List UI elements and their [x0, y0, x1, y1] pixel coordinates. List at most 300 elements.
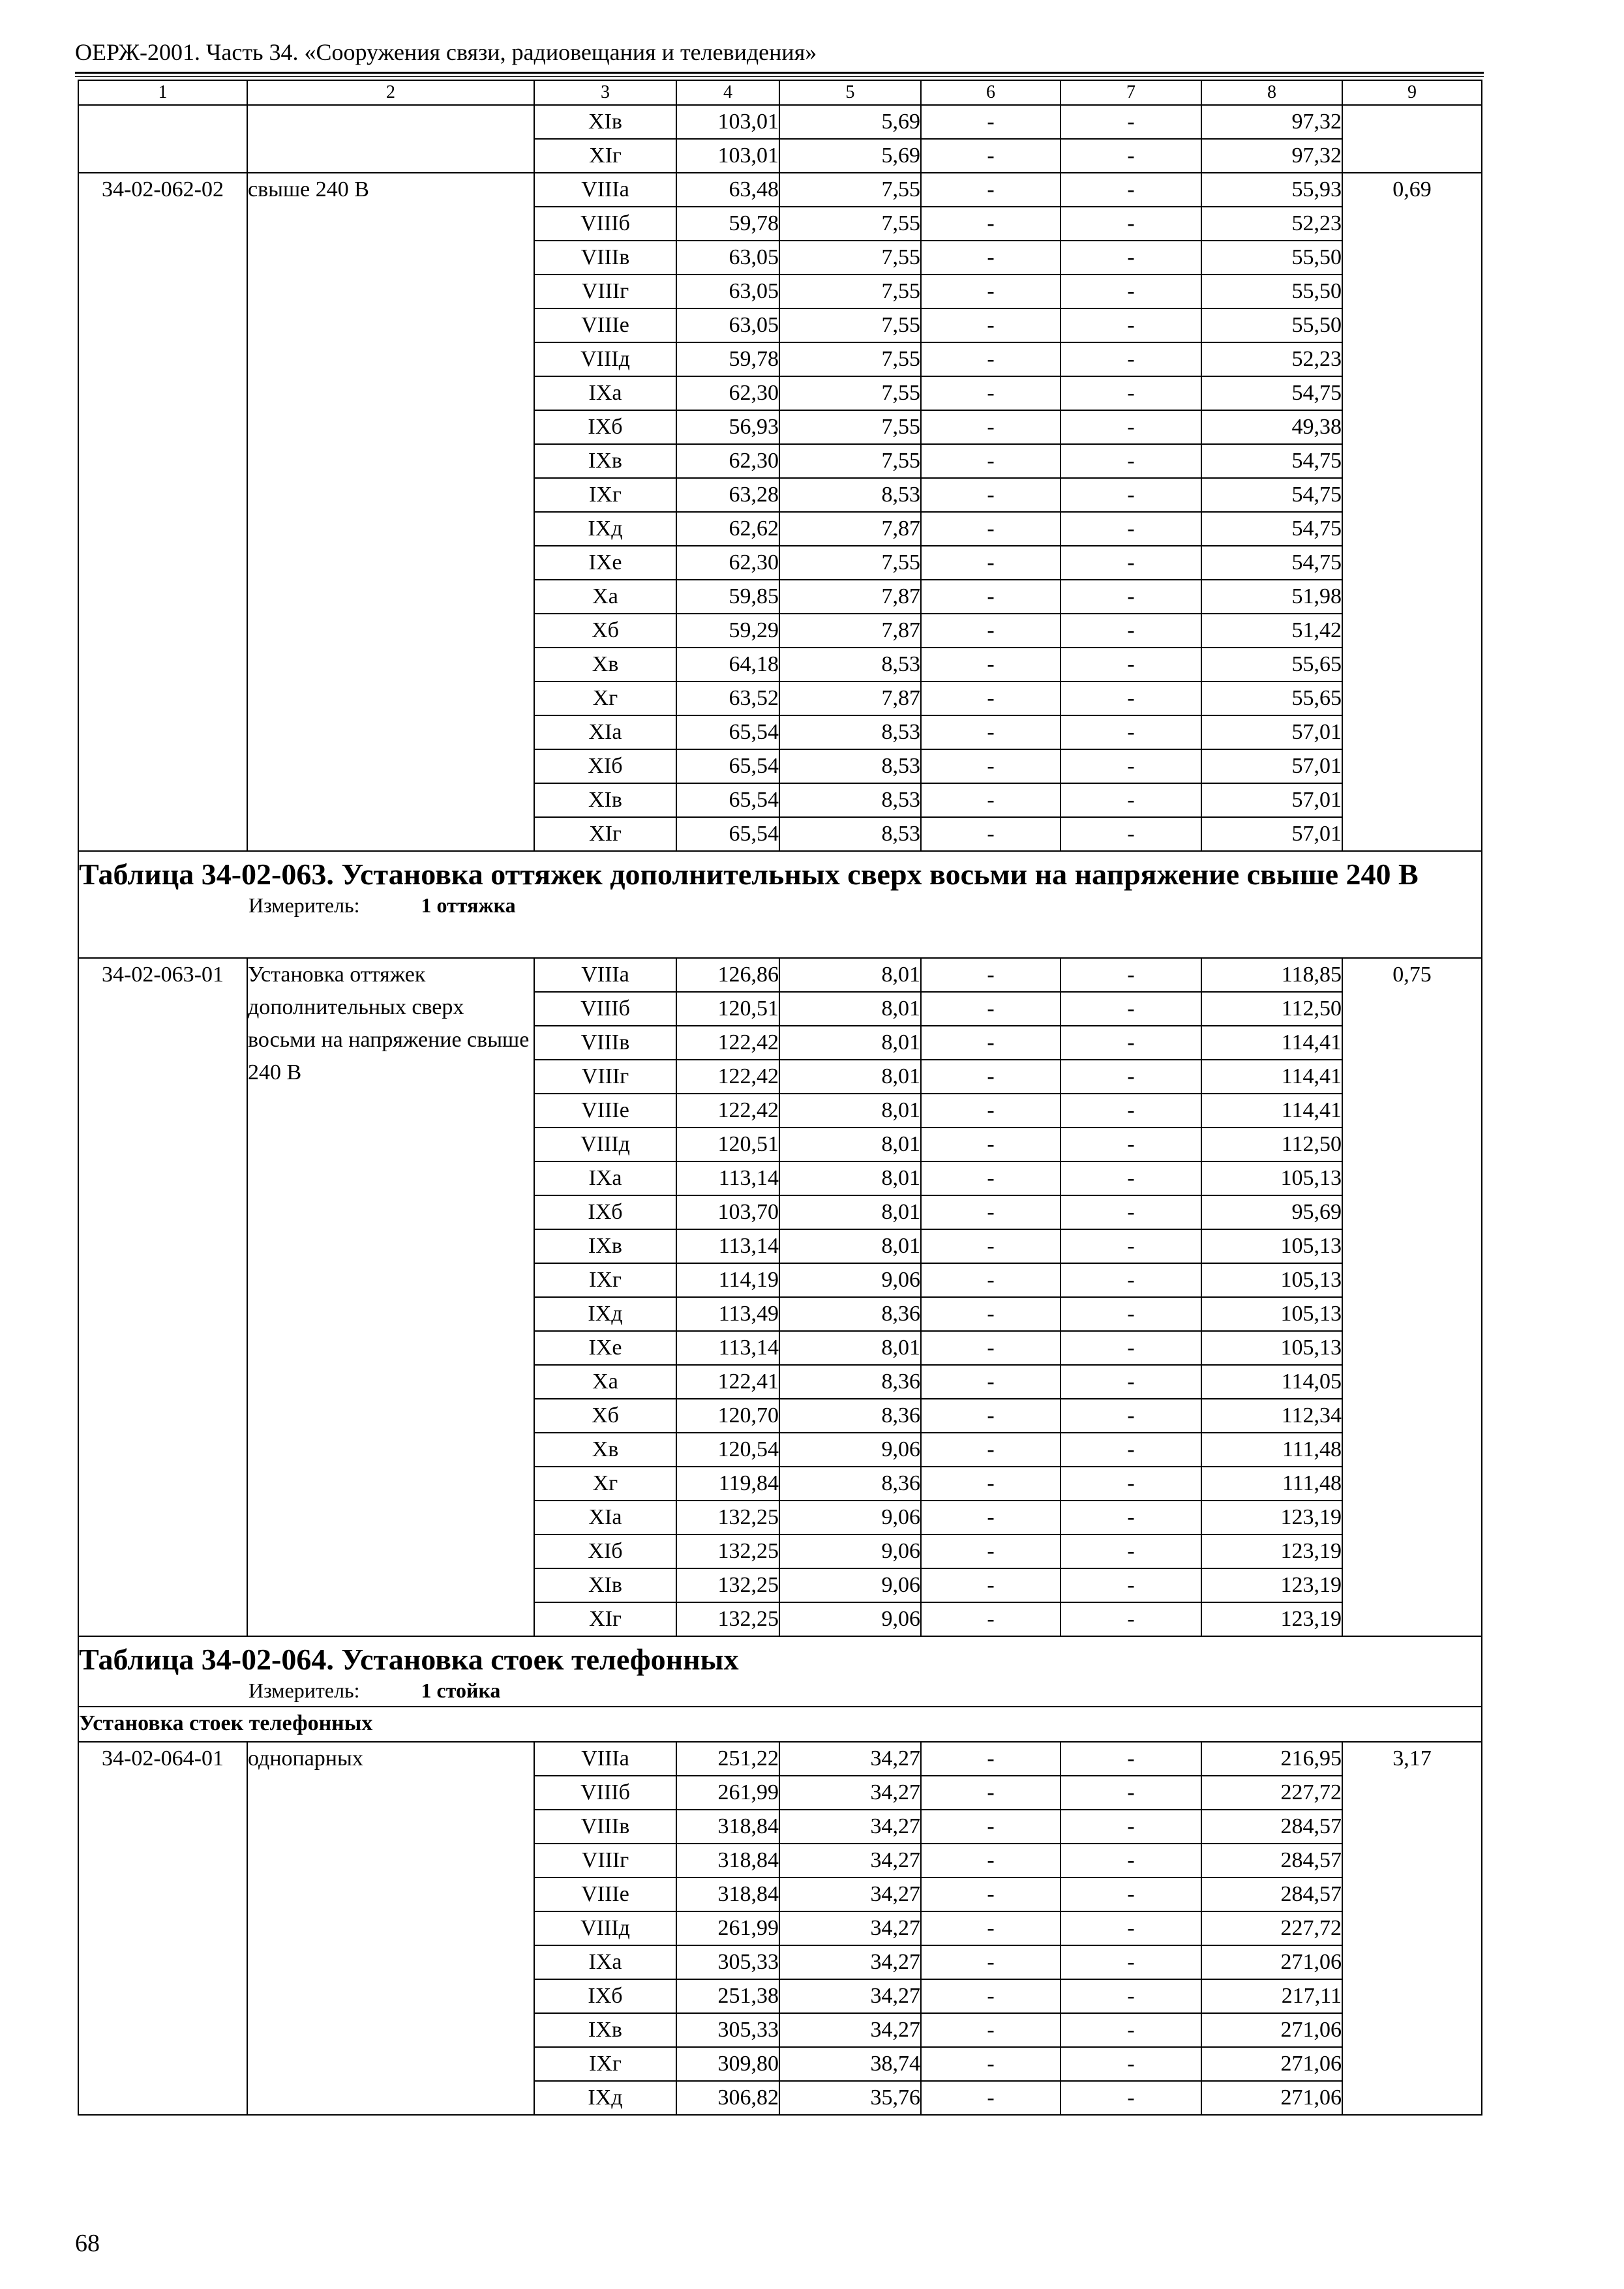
column-number: 6: [921, 80, 1060, 105]
machines-cell: -: [921, 1094, 1060, 1128]
machinist-wages-cell: -: [1060, 1810, 1201, 1844]
machinist-wages-cell: -: [1060, 546, 1201, 580]
materials-cell: 118,85: [1201, 958, 1342, 992]
machinist-wages-cell: -: [1060, 1945, 1201, 1979]
total-cost-cell: 63,05: [676, 308, 779, 342]
code-cell: 34-02-063-01: [78, 958, 247, 1636]
zone-cell: VIIIд: [534, 1128, 676, 1161]
machinist-wages-cell: -: [1060, 1195, 1201, 1229]
zone-cell: VIIIа: [534, 958, 676, 992]
machines-cell: -: [921, 2047, 1060, 2081]
total-cost-cell: 119,84: [676, 1467, 779, 1501]
machines-cell: -: [921, 1979, 1060, 2013]
section-title: Таблица 34-02-063. Установка оттяжек дополнительных сверх восьми на напряжение свыше 240 В: [79, 858, 1419, 891]
wages-cell: 35,76: [779, 2081, 921, 2115]
zone-cell: VIIIв: [534, 1026, 676, 1060]
materials-cell: 54,75: [1201, 376, 1342, 410]
machines-cell: -: [921, 1229, 1060, 1263]
machines-cell: -: [921, 275, 1060, 308]
total-cost-cell: 65,54: [676, 817, 779, 851]
machinist-wages-cell: -: [1060, 1128, 1201, 1161]
total-cost-cell: 114,19: [676, 1263, 779, 1297]
zone-cell: Xг: [534, 681, 676, 715]
machines-cell: -: [921, 444, 1060, 478]
wages-cell: 7,55: [779, 173, 921, 207]
machinist-wages-cell: -: [1060, 1534, 1201, 1568]
total-cost-cell: 126,86: [676, 958, 779, 992]
section-title: Таблица 34-02-064. Установка стоек телефонных: [79, 1643, 739, 1676]
wages-cell: 34,27: [779, 1810, 921, 1844]
wages-cell: 7,87: [779, 580, 921, 614]
wages-cell: 7,55: [779, 207, 921, 241]
column-number: 5: [779, 80, 921, 105]
materials-cell: 114,41: [1201, 1026, 1342, 1060]
total-cost-cell: 120,51: [676, 992, 779, 1026]
machinist-wages-cell: -: [1060, 444, 1201, 478]
wages-cell: 8,36: [779, 1467, 921, 1501]
machines-cell: -: [921, 958, 1060, 992]
machinist-wages-cell: -: [1060, 1229, 1201, 1263]
wages-cell: 34,27: [779, 2013, 921, 2047]
wages-cell: 7,87: [779, 681, 921, 715]
column-number: 4: [676, 80, 779, 105]
zone-cell: XIб: [534, 1534, 676, 1568]
measure-label: Измеритель:: [248, 1679, 360, 1702]
total-cost-cell: 113,14: [676, 1331, 779, 1365]
measure-value: 1 оттяжка: [421, 893, 516, 917]
total-cost-cell: 251,38: [676, 1979, 779, 2013]
zone-cell: VIIIа: [534, 173, 676, 207]
machines-cell: -: [921, 139, 1060, 173]
wages-cell: 8,01: [779, 1026, 921, 1060]
zone-cell: IXб: [534, 1195, 676, 1229]
materials-cell: 95,69: [1201, 1195, 1342, 1229]
wages-cell: 8,53: [779, 817, 921, 851]
wages-cell: 8,01: [779, 1161, 921, 1195]
page-number: 68: [75, 2230, 100, 2257]
materials-cell: 52,23: [1201, 207, 1342, 241]
total-cost-cell: 113,49: [676, 1297, 779, 1331]
total-cost-cell: 318,84: [676, 1844, 779, 1878]
zone-cell: VIIIб: [534, 992, 676, 1026]
materials-cell: 54,75: [1201, 546, 1342, 580]
zone-cell: XIв: [534, 1568, 676, 1602]
machinist-wages-cell: -: [1060, 1399, 1201, 1433]
materials-cell: 227,72: [1201, 1911, 1342, 1945]
materials-cell: 271,06: [1201, 2081, 1342, 2115]
machines-cell: -: [921, 1161, 1060, 1195]
machinist-wages-cell: -: [1060, 1911, 1201, 1945]
measure-line: [79, 1677, 1481, 1703]
wages-cell: 8,36: [779, 1399, 921, 1433]
machinist-wages-cell: -: [1060, 1844, 1201, 1878]
total-cost-cell: 309,80: [676, 2047, 779, 2081]
zone-cell: Xв: [534, 648, 676, 681]
machinist-wages-cell: -: [1060, 1878, 1201, 1911]
total-cost-cell: 63,52: [676, 681, 779, 715]
machines-cell: -: [921, 410, 1060, 444]
materials-cell: 112,50: [1201, 992, 1342, 1026]
materials-cell: 123,19: [1201, 1568, 1342, 1602]
wages-cell: 34,27: [779, 1979, 921, 2013]
total-cost-cell: 56,93: [676, 410, 779, 444]
wages-cell: 34,27: [779, 1742, 921, 1776]
total-cost-cell: 59,29: [676, 614, 779, 648]
total-cost-cell: 62,30: [676, 444, 779, 478]
zone-cell: VIIIг: [534, 275, 676, 308]
machines-cell: -: [921, 1026, 1060, 1060]
materials-cell: 55,65: [1201, 681, 1342, 715]
total-cost-cell: 122,42: [676, 1026, 779, 1060]
wages-cell: 8,01: [779, 992, 921, 1026]
total-cost-cell: 318,84: [676, 1878, 779, 1911]
machines-cell: -: [921, 241, 1060, 275]
machinist-wages-cell: -: [1060, 2081, 1201, 2115]
table-body: [78, 80, 1482, 2115]
wages-cell: 34,27: [779, 1945, 921, 1979]
machinist-wages-cell: -: [1060, 648, 1201, 681]
total-cost-cell: 306,82: [676, 2081, 779, 2115]
zone-cell: VIIIг: [534, 1060, 676, 1094]
total-cost-cell: 65,54: [676, 715, 779, 749]
machinist-wages-cell: -: [1060, 1297, 1201, 1331]
wages-cell: 5,69: [779, 139, 921, 173]
zone-cell: IXд: [534, 2081, 676, 2115]
materials-cell: 57,01: [1201, 783, 1342, 817]
machines-cell: -: [921, 1128, 1060, 1161]
total-cost-cell: 251,22: [676, 1742, 779, 1776]
machinist-wages-cell: -: [1060, 512, 1201, 546]
machines-cell: -: [921, 173, 1060, 207]
machinist-wages-cell: -: [1060, 1467, 1201, 1501]
zone-cell: VIIIе: [534, 1878, 676, 1911]
total-cost-cell: 103,01: [676, 139, 779, 173]
machinist-wages-cell: -: [1060, 1263, 1201, 1297]
zone-cell: IXг: [534, 2047, 676, 2081]
subheader-text: Установка стоек телефонных: [78, 1707, 1482, 1742]
measure-label: Измеритель:: [248, 893, 360, 917]
section-row: [78, 851, 1482, 958]
machinist-wages-cell: -: [1060, 241, 1201, 275]
materials-cell: 55,65: [1201, 648, 1342, 681]
wages-cell: 7,87: [779, 512, 921, 546]
wages-cell: 7,55: [779, 410, 921, 444]
name-cell: [247, 105, 534, 173]
machinist-wages-cell: -: [1060, 2013, 1201, 2047]
zone-cell: IXв: [534, 1229, 676, 1263]
wages-cell: 8,53: [779, 783, 921, 817]
machinist-wages-cell: -: [1060, 783, 1201, 817]
zone-cell: IXа: [534, 1161, 676, 1195]
total-cost-cell: 63,05: [676, 241, 779, 275]
wages-cell: 8,01: [779, 1195, 921, 1229]
wages-cell: 8,53: [779, 478, 921, 512]
materials-cell: 271,06: [1201, 2013, 1342, 2047]
header-rule-thin: [75, 76, 1484, 77]
machines-cell: -: [921, 715, 1060, 749]
materials-cell: 111,48: [1201, 1467, 1342, 1501]
measure-line: [79, 892, 1481, 918]
column-number-row: [78, 80, 1482, 105]
machinist-wages-cell: -: [1060, 1094, 1201, 1128]
materials-cell: 105,13: [1201, 1331, 1342, 1365]
machines-cell: -: [921, 1878, 1060, 1911]
machinist-wages-cell: -: [1060, 580, 1201, 614]
subheader-row: [78, 1707, 1482, 1742]
wages-cell: 8,53: [779, 749, 921, 783]
materials-cell: 52,23: [1201, 342, 1342, 376]
materials-cell: 57,01: [1201, 817, 1342, 851]
machinist-wages-cell: -: [1060, 1331, 1201, 1365]
materials-cell: 216,95: [1201, 1742, 1342, 1776]
total-cost-cell: 65,54: [676, 783, 779, 817]
machines-cell: -: [921, 1060, 1060, 1094]
machines-cell: -: [921, 1501, 1060, 1534]
price-table: [78, 80, 1482, 2116]
total-cost-cell: 122,42: [676, 1094, 779, 1128]
machines-cell: -: [921, 2081, 1060, 2115]
machines-cell: -: [921, 1331, 1060, 1365]
wages-cell: 7,55: [779, 275, 921, 308]
total-cost-cell: 62,62: [676, 512, 779, 546]
machines-cell: -: [921, 207, 1060, 241]
wages-cell: 34,27: [779, 1878, 921, 1911]
zone-cell: VIIIв: [534, 1810, 676, 1844]
materials-cell: 217,11: [1201, 1979, 1342, 2013]
materials-cell: 55,50: [1201, 275, 1342, 308]
machinist-wages-cell: -: [1060, 1568, 1201, 1602]
column-number: 9: [1342, 80, 1482, 105]
header-rule-thick: [75, 72, 1484, 74]
zone-cell: VIIIд: [534, 1911, 676, 1945]
total-cost-cell: 63,28: [676, 478, 779, 512]
column-number: 8: [1201, 80, 1342, 105]
materials-cell: 55,50: [1201, 308, 1342, 342]
column-number: 1: [78, 80, 247, 105]
column-number: 7: [1060, 80, 1201, 105]
wages-cell: 8,01: [779, 958, 921, 992]
total-cost-cell: 305,33: [676, 1945, 779, 1979]
code-cell: 34-02-064-01: [78, 1742, 247, 2115]
machines-cell: -: [921, 1742, 1060, 1776]
machinist-wages-cell: -: [1060, 173, 1201, 207]
code-cell: 34-02-062-02: [78, 173, 247, 851]
wages-cell: 9,06: [779, 1568, 921, 1602]
machines-cell: -: [921, 1568, 1060, 1602]
machinist-wages-cell: -: [1060, 342, 1201, 376]
wages-cell: 7,87: [779, 614, 921, 648]
machinist-wages-cell: -: [1060, 105, 1201, 139]
machines-cell: -: [921, 105, 1060, 139]
zone-cell: Xг: [534, 1467, 676, 1501]
machines-cell: -: [921, 1844, 1060, 1878]
zone-cell: IXб: [534, 1979, 676, 2013]
materials-cell: 284,57: [1201, 1878, 1342, 1911]
machinist-wages-cell: -: [1060, 1979, 1201, 2013]
machinist-wages-cell: -: [1060, 681, 1201, 715]
machinist-wages-cell: -: [1060, 749, 1201, 783]
total-cost-cell: 318,84: [676, 1810, 779, 1844]
materials-cell: 49,38: [1201, 410, 1342, 444]
machinist-wages-cell: -: [1060, 275, 1201, 308]
wages-cell: 9,06: [779, 1263, 921, 1297]
machines-cell: -: [921, 546, 1060, 580]
machines-cell: -: [921, 376, 1060, 410]
wages-cell: 7,55: [779, 241, 921, 275]
zone-cell: Xб: [534, 614, 676, 648]
total-cost-cell: 132,25: [676, 1602, 779, 1636]
zone-cell: VIIIа: [534, 1742, 676, 1776]
zone-cell: XIа: [534, 1501, 676, 1534]
wages-cell: 9,06: [779, 1433, 921, 1467]
total-cost-cell: 62,30: [676, 376, 779, 410]
total-cost-cell: 59,85: [676, 580, 779, 614]
total-cost-cell: 132,25: [676, 1501, 779, 1534]
zone-cell: IXа: [534, 376, 676, 410]
zone-cell: XIв: [534, 783, 676, 817]
table-row: [78, 173, 1482, 207]
machinist-wages-cell: -: [1060, 376, 1201, 410]
total-cost-cell: 63,48: [676, 173, 779, 207]
running-header: ОЕРЖ-2001. Часть 34. «Сооружения связи, радиовещания и телевидения»: [75, 39, 817, 65]
machines-cell: -: [921, 580, 1060, 614]
total-cost-cell: 65,54: [676, 749, 779, 783]
machinist-wages-cell: -: [1060, 1602, 1201, 1636]
zone-cell: VIIIб: [534, 1776, 676, 1810]
machines-cell: -: [921, 1433, 1060, 1467]
machinist-wages-cell: -: [1060, 207, 1201, 241]
zone-cell: IXе: [534, 546, 676, 580]
machines-cell: -: [921, 1602, 1060, 1636]
total-cost-cell: 120,54: [676, 1433, 779, 1467]
zone-cell: VIIIе: [534, 1094, 676, 1128]
machines-cell: -: [921, 783, 1060, 817]
materials-cell: 123,19: [1201, 1501, 1342, 1534]
zone-cell: VIIIг: [534, 1844, 676, 1878]
zone-cell: IXг: [534, 478, 676, 512]
machinist-wages-cell: -: [1060, 1433, 1201, 1467]
table-row: [78, 958, 1482, 992]
zone-cell: IXв: [534, 444, 676, 478]
wages-cell: 7,55: [779, 444, 921, 478]
wages-cell: 8,36: [779, 1297, 921, 1331]
zone-cell: Xв: [534, 1433, 676, 1467]
machines-cell: -: [921, 1297, 1060, 1331]
total-cost-cell: 261,99: [676, 1911, 779, 1945]
machinist-wages-cell: -: [1060, 410, 1201, 444]
zone-cell: IXб: [534, 410, 676, 444]
zone-cell: IXд: [534, 512, 676, 546]
zone-cell: XIб: [534, 749, 676, 783]
materials-cell: 112,34: [1201, 1399, 1342, 1433]
labor-coef-cell: [1342, 105, 1482, 173]
wages-cell: 8,01: [779, 1094, 921, 1128]
machines-cell: -: [921, 992, 1060, 1026]
materials-cell: 51,42: [1201, 614, 1342, 648]
measure-value: 1 стойка: [421, 1679, 501, 1702]
machinist-wages-cell: -: [1060, 614, 1201, 648]
wages-cell: 34,27: [779, 1776, 921, 1810]
name-cell: Установка оттяжек дополнительных сверх восьми на напряжение свыше 240 В: [247, 958, 534, 1636]
machinist-wages-cell: -: [1060, 1501, 1201, 1534]
machinist-wages-cell: -: [1060, 308, 1201, 342]
machines-cell: -: [921, 614, 1060, 648]
zone-cell: XIг: [534, 817, 676, 851]
wages-cell: 34,27: [779, 1911, 921, 1945]
materials-cell: 55,93: [1201, 173, 1342, 207]
labor-coef-cell: 3,17: [1342, 1742, 1482, 2115]
wages-cell: 7,55: [779, 546, 921, 580]
labor-coef-cell: 0,69: [1342, 173, 1482, 851]
materials-cell: 114,05: [1201, 1365, 1342, 1399]
total-cost-cell: 113,14: [676, 1229, 779, 1263]
machines-cell: -: [921, 1365, 1060, 1399]
materials-cell: 123,19: [1201, 1534, 1342, 1568]
total-cost-cell: 103,01: [676, 105, 779, 139]
column-number: 2: [247, 80, 534, 105]
machinist-wages-cell: -: [1060, 1161, 1201, 1195]
wages-cell: 5,69: [779, 105, 921, 139]
machines-cell: -: [921, 749, 1060, 783]
machines-cell: -: [921, 308, 1060, 342]
materials-cell: 57,01: [1201, 749, 1342, 783]
zone-cell: IXа: [534, 1945, 676, 1979]
total-cost-cell: 59,78: [676, 342, 779, 376]
wages-cell: 8,01: [779, 1128, 921, 1161]
total-cost-cell: 305,33: [676, 2013, 779, 2047]
section-cell: [78, 851, 1482, 958]
zone-cell: VIIIб: [534, 207, 676, 241]
materials-cell: 271,06: [1201, 2047, 1342, 2081]
table-row: [78, 1742, 1482, 1776]
materials-cell: 54,75: [1201, 478, 1342, 512]
total-cost-cell: 132,25: [676, 1534, 779, 1568]
wages-cell: 8,53: [779, 715, 921, 749]
machines-cell: -: [921, 648, 1060, 681]
labor-coef-cell: 0,75: [1342, 958, 1482, 1636]
zone-cell: Xб: [534, 1399, 676, 1433]
wages-cell: 34,27: [779, 1844, 921, 1878]
machines-cell: -: [921, 2013, 1060, 2047]
zone-cell: XIг: [534, 1602, 676, 1636]
materials-cell: 54,75: [1201, 444, 1342, 478]
total-cost-cell: 261,99: [676, 1776, 779, 1810]
materials-cell: 105,13: [1201, 1161, 1342, 1195]
section-cell: [78, 1636, 1482, 1707]
machines-cell: -: [921, 478, 1060, 512]
materials-cell: 97,32: [1201, 105, 1342, 139]
materials-cell: 112,50: [1201, 1128, 1342, 1161]
materials-cell: 114,41: [1201, 1094, 1342, 1128]
column-number: 3: [534, 80, 676, 105]
zone-cell: IXг: [534, 1263, 676, 1297]
wages-cell: 8,01: [779, 1229, 921, 1263]
materials-cell: 54,75: [1201, 512, 1342, 546]
zone-cell: VIIIд: [534, 342, 676, 376]
materials-cell: 271,06: [1201, 1945, 1342, 1979]
materials-cell: 105,13: [1201, 1229, 1342, 1263]
machines-cell: -: [921, 1776, 1060, 1810]
wages-cell: 7,55: [779, 342, 921, 376]
materials-cell: 51,98: [1201, 580, 1342, 614]
wages-cell: 9,06: [779, 1534, 921, 1568]
machines-cell: -: [921, 1810, 1060, 1844]
wages-cell: 8,36: [779, 1365, 921, 1399]
section-row: [78, 1636, 1482, 1707]
total-cost-cell: 122,42: [676, 1060, 779, 1094]
machinist-wages-cell: -: [1060, 1742, 1201, 1776]
machinist-wages-cell: -: [1060, 715, 1201, 749]
